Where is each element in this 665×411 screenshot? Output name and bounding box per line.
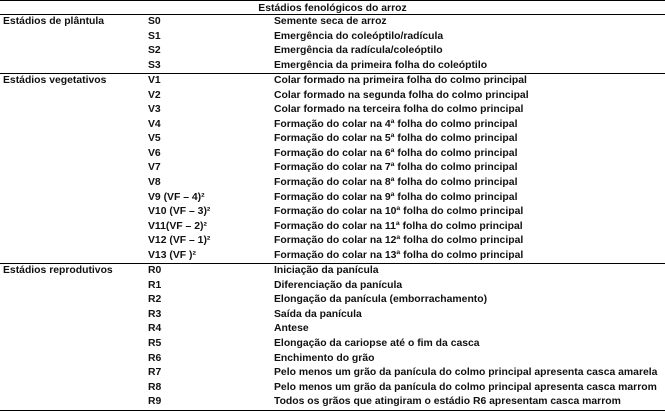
table-row	[0, 249, 665, 264]
stage-description: Todos os grãos que atingiram o estádio R6 apresentam casca marrom	[274, 396, 621, 408]
table-row	[0, 352, 665, 367]
stage-description: Elongação da panícula (emborrachamento)	[274, 294, 488, 306]
table-row	[0, 176, 665, 191]
table-row	[0, 322, 665, 337]
stage-code: R2	[148, 294, 162, 306]
stage-code: V4	[148, 118, 161, 130]
table-row	[0, 89, 665, 104]
stage-code: V11(VF – 2)²	[148, 220, 207, 232]
section-label	[0, 337, 148, 352]
table-row	[0, 103, 665, 118]
table-row	[0, 118, 665, 133]
table-row	[0, 147, 665, 162]
table-row	[0, 132, 665, 147]
stage-code: V10 (VF – 3)²	[148, 206, 211, 218]
section-label	[0, 205, 148, 220]
table-row	[0, 366, 665, 381]
section-label	[0, 118, 148, 133]
stage-code: R3	[148, 308, 162, 320]
stage-code: V7	[148, 162, 161, 174]
stage-description: Formação do colar na 7ª folha do colmo principal	[274, 162, 518, 174]
table-row	[0, 205, 665, 220]
section-label	[0, 381, 148, 396]
stage-description: Formação do colar na 5ª folha do colmo principal	[274, 133, 518, 145]
stage-code: V2	[148, 89, 161, 101]
stage-code: V13 (VF )²	[148, 249, 196, 261]
table-row	[0, 220, 665, 235]
table-row	[0, 308, 665, 323]
stage-code: S0	[148, 16, 161, 27]
table-title: Estádios fenológicos do arroz	[0, 0, 665, 15]
stage-description: Formação do colar na 4ª folha do colmo principal	[274, 118, 518, 130]
table-row	[0, 191, 665, 206]
stage-description: Iniciação da panícula	[274, 265, 379, 277]
table-row	[0, 381, 665, 396]
stage-description: Formação do colar na 9ª folha do colmo principal	[274, 191, 518, 203]
section-label	[0, 220, 148, 235]
stage-description: Colar formado na terceira folha do colmo principal	[274, 104, 524, 116]
table-row	[0, 337, 665, 352]
stage-code: S3	[148, 59, 161, 71]
section-0	[0, 15, 665, 74]
stage-code: R0	[148, 265, 162, 277]
stage-code: V8	[148, 177, 161, 189]
table-row	[0, 279, 665, 294]
stage-description: Emergência do coleóptilo/radícula	[274, 30, 444, 42]
section-label	[0, 352, 148, 367]
stage-description: Pelo menos um grão da panícula do colmo principal apresenta casca marrom	[274, 381, 657, 393]
stage-code: R5	[148, 338, 162, 350]
section-label	[0, 279, 148, 294]
stage-description: Formação do colar na 11ª folha do colmo principal	[274, 220, 523, 232]
stage-code: S2	[148, 45, 161, 57]
section-label	[0, 59, 148, 74]
section-label	[0, 147, 148, 162]
section-label	[0, 308, 148, 323]
stage-description: Colar formado na primeira folha do colmo principal	[274, 75, 527, 87]
stage-code: R8	[148, 381, 162, 393]
table-row	[0, 161, 665, 176]
stage-description: Enchimento do grão	[274, 352, 375, 364]
stage-description: Formação do colar na 12ª folha do colmo principal	[274, 235, 524, 247]
section-label	[0, 191, 148, 206]
section-label	[0, 322, 148, 337]
stage-code: S1	[148, 30, 161, 42]
section-label	[0, 103, 148, 118]
section-label	[0, 89, 148, 104]
section-label	[0, 176, 148, 191]
stage-description: Formação do colar na 6ª folha do colmo principal	[274, 147, 518, 159]
stage-code: V6	[148, 147, 161, 159]
table-row	[0, 234, 665, 249]
stage-code: V5	[148, 133, 161, 145]
stage-code: R1	[148, 279, 162, 291]
section-label	[0, 366, 148, 381]
stage-description: Formação do colar na 10ª folha do colmo principal	[274, 206, 524, 218]
stage-code: R4	[148, 323, 162, 335]
table-body	[0, 15, 665, 411]
section-label: Estádios de plântula	[3, 16, 105, 27]
table-row	[0, 264, 665, 279]
table-row	[0, 395, 665, 410]
table-row	[0, 15, 665, 30]
section-label	[0, 44, 148, 59]
stage-code: V1	[148, 75, 161, 87]
stage-description: Diferenciação da panícula	[274, 279, 403, 291]
stage-description: Formação do colar na 13ª folha do colmo principal	[274, 249, 524, 261]
stage-description: Elongação da cariopse até o fim da casca	[274, 338, 480, 350]
section-label	[0, 132, 148, 147]
stage-description: Semente seca de arroz	[274, 16, 387, 27]
section-label: Estádios vegetativos	[3, 75, 107, 87]
section-label	[0, 395, 148, 410]
table-row	[0, 293, 665, 308]
stage-code: V9 (VF – 4)²	[148, 191, 205, 203]
section-label	[0, 249, 148, 264]
stage-code: V3	[148, 104, 161, 116]
stage-description: Colar formado na segunda folha do colmo principal	[274, 89, 529, 101]
stage-description: Formação do colar na 8ª folha do colmo principal	[274, 177, 518, 189]
stage-description: Emergência da radícula/coleóptilo	[274, 45, 443, 57]
section-label	[0, 234, 148, 249]
stage-code: R6	[148, 352, 162, 364]
stage-code: R9	[148, 396, 162, 408]
table-row	[0, 74, 665, 89]
table-row	[0, 30, 665, 45]
stage-description: Pelo menos um grão da panícula do colmo principal apresenta casca amarela	[274, 367, 658, 379]
section-1	[0, 74, 665, 264]
table-row	[0, 59, 665, 74]
section-label: Estádios reprodutivos	[3, 265, 113, 277]
section-label	[0, 161, 148, 176]
section-2	[0, 264, 665, 410]
stage-description: Saída da panícula	[274, 308, 362, 320]
section-label	[0, 293, 148, 308]
stage-code: V12 (VF – 1)²	[148, 235, 211, 247]
stage-description: Antese	[274, 323, 309, 335]
stage-description: Emergência da primeira folha do coleóptilo	[274, 59, 488, 71]
table-row	[0, 44, 665, 59]
stage-code: R7	[148, 367, 162, 379]
section-label	[0, 30, 148, 45]
